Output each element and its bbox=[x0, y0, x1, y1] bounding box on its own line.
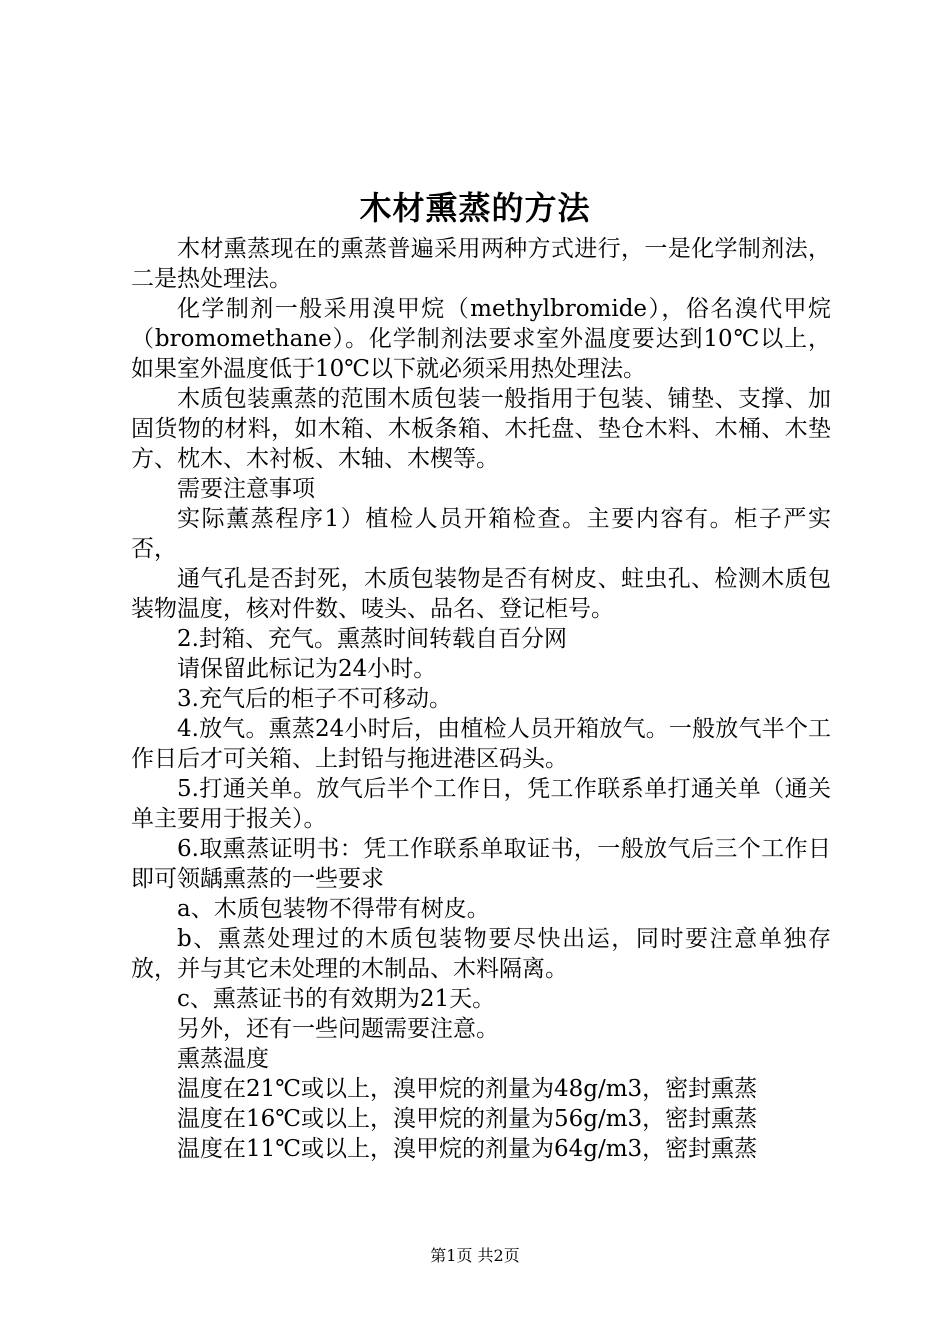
paragraph: 6.取熏蒸证明书：凭工作联系单取证书，一般放气后三个工作日即可领龋熏蒸的一些要求 bbox=[131, 836, 831, 892]
document-title: 木材熏蒸的方法 bbox=[359, 189, 591, 227]
paragraph: 温度在11℃或以上，溴甲烷的剂量为64g/m3，密封熏蒸 bbox=[177, 1136, 758, 1162]
paragraph: c、熏蒸证书的有效期为21天。 bbox=[177, 986, 496, 1012]
paragraph: 木质包装熏蒸的范围木质包装一般指用于包装、铺垫、支撑、加固货物的材料，如木箱、木板条箱、木托盘、垫仓木料、木桶、木垫方、枕木、木衬板、木轴、木楔等。 bbox=[131, 386, 831, 472]
paragraph: b、熏蒸处理过的木质包装物要尽快出运，同时要注意单独存放，并与其它未处理的木制品、木料隔离。 bbox=[131, 926, 831, 982]
paragraph: 2.封箱、充气。熏蒸时间转载自百分网 bbox=[177, 626, 567, 652]
paragraph: 木材熏蒸现在的熏蒸普遍采用两种方式进行，一是化学制剂法，二是热处理法。 bbox=[131, 236, 831, 292]
paragraph: 通气孔是否封死，木质包装物是否有树皮、蛀虫孔、检测木质包装物温度，核对件数、唛头、品名、登记柜号。 bbox=[131, 566, 831, 622]
page-footer: 第1页 共2页 bbox=[430, 1246, 520, 1265]
paragraph: 温度在16℃或以上，溴甲烷的剂量为56g/m3，密封熏蒸 bbox=[177, 1106, 758, 1132]
document-body bbox=[131, 234, 831, 1164]
paragraph: 实际薰蒸程序1）植检人员开箱检查。主要内容有。柜子严实否， bbox=[131, 506, 831, 562]
paragraph: 温度在21℃或以上，溴甲烷的剂量为48g/m3，密封熏蒸 bbox=[177, 1076, 758, 1102]
paragraph: a、木质包装物不得带有树皮。 bbox=[177, 896, 490, 922]
paragraph: 化学制剂一般采用溴甲烷（methylbromide），俗名溴代甲烷（bromomethane）。化学制剂法要求室外温度要达到10℃以上，如果室外温度低于10℃以下就必须采用热处理法。 bbox=[131, 296, 831, 382]
section-heading: 需要注意事项 bbox=[177, 476, 315, 502]
paragraph: 5.打通关单。放气后半个工作日，凭工作联系单打通关单（通关单主要用于报关）。 bbox=[131, 776, 831, 832]
paragraph: 另外，还有一些问题需要注意。 bbox=[177, 1016, 499, 1042]
paragraph: 3.充气后的柜子不可移动。 bbox=[177, 686, 452, 712]
paragraph: 请保留此标记为24小时。 bbox=[177, 656, 437, 682]
section-heading: 熏蒸温度 bbox=[177, 1046, 269, 1072]
paragraph: 4.放气。熏蒸24小时后，由植检人员开箱放气。一般放气半个工作日后才可关箱、上封铅与拖进港区码头。 bbox=[131, 716, 831, 772]
